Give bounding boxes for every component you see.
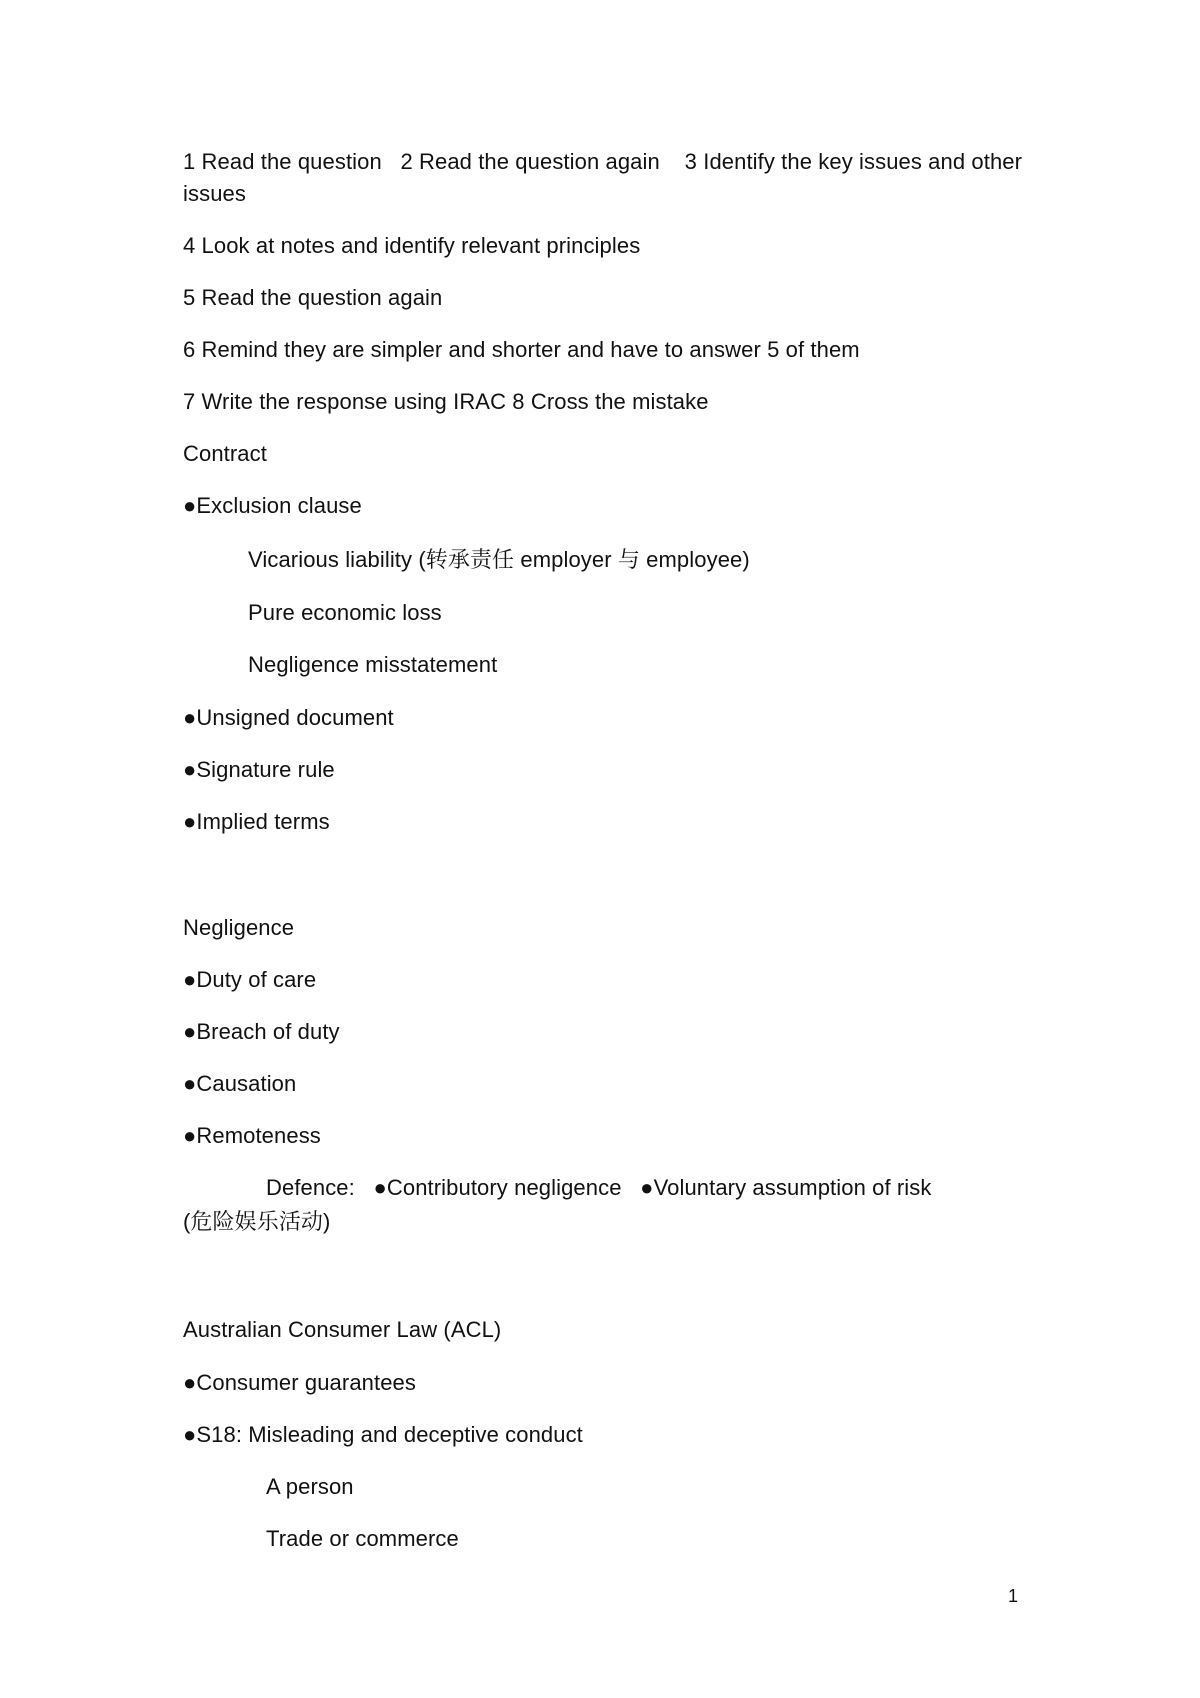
step-4: 4 Look at notes and identify relevant principles <box>183 233 641 258</box>
sub-item-vicarious-liability: Vicarious liability (转承责任 employer 与 employee) <box>248 547 750 572</box>
bullet-causation: ●Causation <box>183 1071 297 1096</box>
section-heading-negligence: Negligence <box>183 915 295 940</box>
defence-line: Defence: ●Contributory negligence ●Voluntary assumption of risk <box>266 1175 932 1200</box>
sub-item-negligence-misstatement: Negligence misstatement <box>248 652 498 677</box>
bullet-s18: ●S18: Misleading and deceptive conduct <box>183 1422 583 1447</box>
bullet-remoteness: ●Remoteness <box>183 1123 321 1148</box>
bullet-implied-terms: ●Implied terms <box>183 809 330 834</box>
step-6: 6 Remind they are simpler and shorter and have to answer 5 of them <box>183 337 860 362</box>
sub-item-pure-economic-loss: Pure economic loss <box>248 600 442 625</box>
page-number: 1 <box>1008 1586 1019 1606</box>
steps-1-to-3: 1 Read the question 2 Read the question again 3 Identify the key issues and other issues <box>183 149 1029 206</box>
sub-item-trade-or-commerce: Trade or commerce <box>266 1526 459 1551</box>
sub-item-a-person: A person <box>266 1474 354 1499</box>
section-heading-contract: Contract <box>183 441 267 466</box>
step-5: 5 Read the question again <box>183 285 443 310</box>
bullet-unsigned-document: ●Unsigned document <box>183 705 394 730</box>
bullet-consumer-guarantees: ●Consumer guarantees <box>183 1370 416 1395</box>
steps-7-8: 7 Write the response using IRAC 8 Cross the mistake <box>183 389 709 414</box>
defence-note: (危险娱乐活动) <box>183 1209 331 1234</box>
section-heading-acl: Australian Consumer Law (ACL) <box>183 1317 502 1342</box>
bullet-exclusion-clause: ●Exclusion clause <box>183 493 362 518</box>
bullet-breach-of-duty: ●Breach of duty <box>183 1019 340 1044</box>
bullet-duty-of-care: ●Duty of care <box>183 967 317 992</box>
bullet-signature-rule: ●Signature rule <box>183 757 335 782</box>
